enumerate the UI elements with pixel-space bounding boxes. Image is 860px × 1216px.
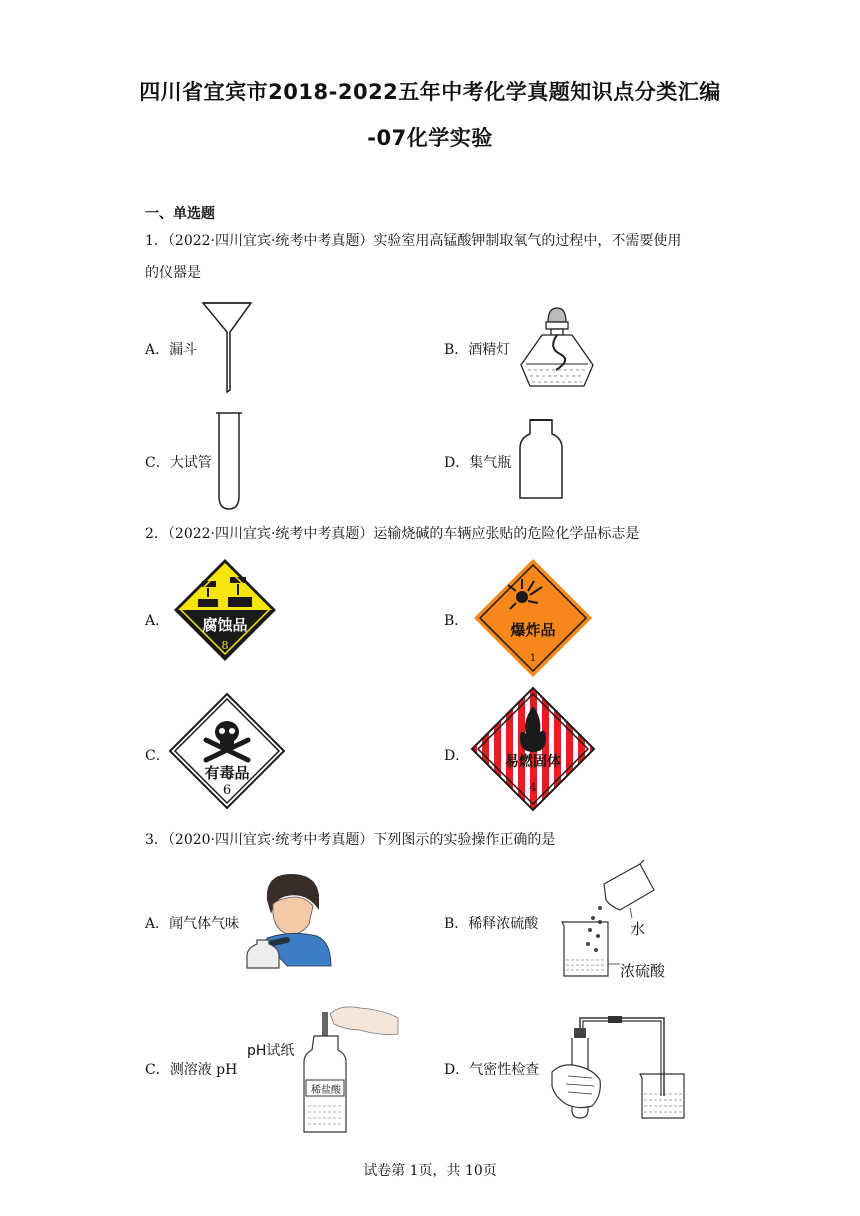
question-1-option-d[interactable]: D．集气瓶 bbox=[444, 455, 512, 471]
concentrated-acid-label: 浓硫酸 bbox=[620, 962, 666, 980]
alcohol-lamp-icon bbox=[518, 300, 596, 390]
flammable-solid-sign-number: 4 bbox=[529, 781, 537, 794]
corrosive-sign-number: 8 bbox=[221, 639, 229, 652]
question-3-option-c[interactable]: C．测溶液 pH bbox=[145, 1062, 238, 1078]
corrosive-sign-text: 腐蚀品 bbox=[202, 616, 248, 634]
question-3-stem: 3．（2020·四川宜宾·统考中考真题）下列图示的实验操作正确的是 bbox=[145, 832, 556, 848]
question-2-option-b[interactable]: B． bbox=[444, 613, 469, 629]
question-2-option-c[interactable]: C． bbox=[145, 748, 170, 764]
page-footer: 试卷第 1页，共 10页 bbox=[363, 1163, 497, 1179]
funnel-icon bbox=[200, 300, 260, 395]
question-1-option-a[interactable]: A．漏斗 bbox=[145, 342, 198, 358]
toxic-sign-text: 有毒品 bbox=[204, 764, 250, 782]
question-3-option-a[interactable]: A．闻气体气味 bbox=[145, 916, 240, 932]
test-tube-icon bbox=[215, 410, 245, 512]
question-1-stem-line-2: 的仪器是 bbox=[145, 265, 201, 281]
bottle-label: 稀盐酸 bbox=[311, 1085, 341, 1096]
question-2-option-d[interactable]: D． bbox=[444, 748, 470, 764]
question-1-option-b[interactable]: B．酒精灯 bbox=[444, 342, 511, 358]
explosive-sign-number: 1 bbox=[529, 653, 537, 664]
question-2-option-a[interactable]: A． bbox=[145, 613, 170, 629]
smelling-gas-figure-icon bbox=[247, 870, 333, 970]
explosive-sign-text: 爆炸品 bbox=[510, 621, 556, 639]
toxic-sign-number: 6 bbox=[222, 783, 232, 798]
question-3-option-d[interactable]: D．气密性检查 bbox=[444, 1062, 540, 1078]
question-3-option-b[interactable]: B．稀释浓硫酸 bbox=[444, 916, 539, 932]
question-1-stem-line-1: 1．（2022·四川宜宾·统考中考真题）实验室用高锰酸钾制取氧气的过程中，不需要使用 bbox=[145, 233, 682, 249]
page-title-line-2: -07化学实验 bbox=[367, 126, 493, 150]
question-2-stem: 2．（2022·四川宜宾·统考中考真题）运输烧碱的车辆应张贴的危险化学品标志是 bbox=[145, 526, 640, 542]
measure-ph-figure-icon bbox=[300, 1000, 400, 1138]
gas-bottle-icon bbox=[518, 418, 564, 500]
question-1-option-c[interactable]: C．大试管 bbox=[145, 455, 212, 471]
page-title-line-1: 四川省宜宾市2018-2022五年中考化学真题知识点分类汇编 bbox=[139, 80, 721, 104]
airtightness-check-figure-icon bbox=[548, 1014, 688, 1120]
section-header: 一、单选题 bbox=[145, 206, 215, 222]
ph-paper-label: pH试纸 bbox=[247, 1043, 295, 1059]
water-label: 水 bbox=[630, 920, 646, 938]
flammable-solid-sign-text: 易燃固体 bbox=[505, 754, 561, 770]
